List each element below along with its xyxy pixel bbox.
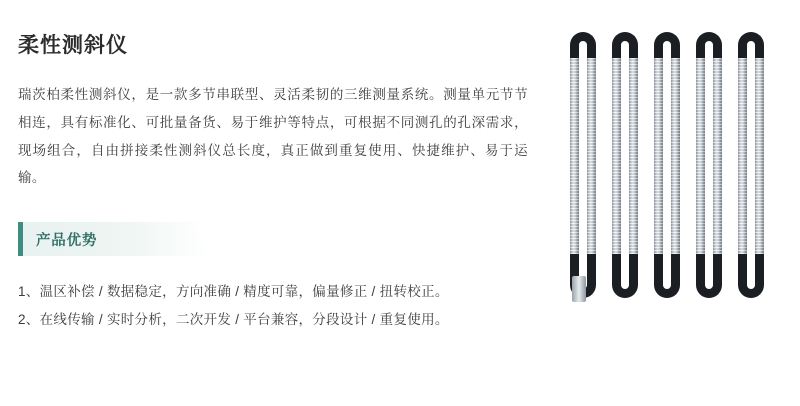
tube-leg-right	[713, 58, 722, 270]
flexible-inclinometer-tube	[654, 58, 680, 306]
tube-leg-left	[738, 58, 747, 270]
flexible-inclinometer-tube	[570, 58, 596, 306]
flexible-inclinometer-tube	[696, 58, 722, 306]
tube-leg-left	[696, 58, 705, 270]
tube-leg-left	[570, 58, 579, 270]
tube-leg-right	[755, 58, 764, 270]
section-accent-bar	[18, 222, 23, 256]
tube-bottom-bend	[612, 254, 638, 298]
list-item: 1、温区补偿 / 数据稳定，方向准确 / 精度可靠，偏量修正 / 扭转校正。	[18, 283, 449, 299]
text-content	[18, 32, 538, 333]
list-item: 2、在线传输 / 实时分析，二次开发 / 平台兼容，分段设计 / 重复使用。	[18, 311, 449, 327]
tube-leg-right	[587, 58, 596, 270]
section-title: 产品优势	[36, 232, 98, 249]
tube-bottom-bend	[696, 254, 722, 298]
advantages-list	[18, 278, 538, 333]
intro-paragraph: 瑞茨柏柔性测斜仪，是一款多节串联型、灵活柔韧的三维测量系统。测量单元节节相连，具有标准化、可批量备货、易于维护等特点，可根据不同测孔的孔深需求，现场组合，自由拼接柔性测斜仪总长度，真正做到重复使用、快捷维护、易于运输。	[18, 87, 528, 186]
tube-leg-right	[671, 58, 680, 270]
tube-end-cap	[572, 276, 586, 302]
flexible-inclinometer-tube	[612, 58, 638, 306]
tube-bottom-bend	[654, 254, 680, 298]
product-image	[560, 40, 785, 330]
flexible-inclinometer-tube	[738, 58, 764, 306]
section-header-product-advantages	[18, 222, 208, 256]
page-title: 柔性测斜仪	[18, 34, 128, 57]
tube-bottom-bend	[738, 254, 764, 298]
tube-leg-left	[654, 58, 663, 270]
tube-leg-left	[612, 58, 621, 270]
tube-leg-right	[629, 58, 638, 270]
